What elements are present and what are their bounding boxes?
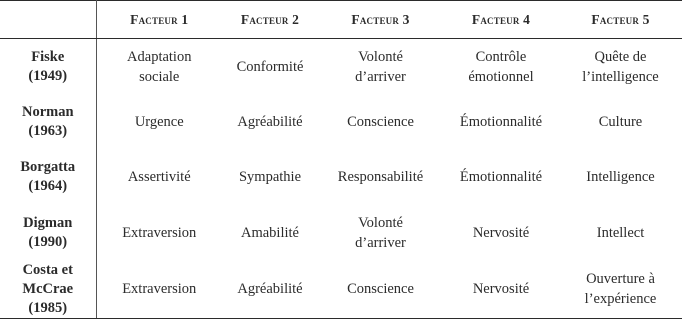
author-name: Fiske	[31, 48, 65, 65]
header-factor-4: Facteur 4	[443, 1, 559, 39]
factor-3-cell	[318, 205, 443, 261]
factor-3-cell	[318, 150, 443, 206]
author-cell	[0, 94, 96, 150]
author-year: (1964)	[28, 178, 68, 195]
cell-line: Émotionnalité	[459, 169, 543, 186]
cell-line: Intelligence	[586, 169, 655, 186]
cell-line: Agréabilité	[237, 281, 303, 297]
cell-line: d’arriver	[355, 234, 406, 251]
cell-line: Extraversion	[122, 224, 197, 241]
factor-4-cell	[443, 94, 559, 150]
cell-line: Sympathie	[238, 169, 302, 186]
cell-line: émotionnel	[468, 68, 534, 85]
author-name: Norman	[21, 103, 74, 120]
table-row	[0, 94, 682, 150]
cell-line: Quête de	[594, 48, 647, 65]
author-name: Digman	[23, 214, 73, 231]
factor-3-cell	[318, 39, 443, 95]
cell-line: Contrôle	[475, 48, 527, 65]
cell-line: Extraversion	[122, 281, 197, 297]
table-row	[0, 205, 682, 261]
cell-line: Volonté	[358, 214, 403, 231]
cell-line: Intellect	[596, 224, 645, 241]
cell-line: Urgence	[134, 113, 184, 130]
cell-line: Responsabilité	[337, 169, 424, 186]
cell-line: Amabilité	[241, 224, 299, 241]
cell-line: l’intelligence	[582, 68, 659, 85]
factor-4-cell	[443, 261, 559, 319]
author-year: (1949)	[28, 67, 68, 84]
cell-line: Émotionnalité	[459, 113, 543, 130]
factor-2-cell	[222, 39, 318, 95]
cell-line: sociale	[139, 68, 180, 85]
cell-line: d’arriver	[355, 68, 406, 85]
factor-5-cell	[559, 261, 682, 319]
author-cell	[0, 39, 96, 95]
factor-5-cell	[559, 205, 682, 261]
cell-line: Ouverture à	[586, 271, 655, 287]
author-cell	[0, 261, 96, 319]
cell-line: Volonté	[358, 48, 403, 65]
table-row	[0, 39, 682, 95]
factor-1-cell	[96, 261, 222, 319]
cell-line: Culture	[598, 113, 643, 130]
header-corner-cell	[0, 1, 96, 39]
factor-2-cell	[222, 94, 318, 150]
table-body	[0, 39, 682, 319]
factor-1-cell	[96, 205, 222, 261]
cell-line: Assertivité	[127, 169, 191, 186]
cell-line: Conscience	[347, 281, 414, 297]
cell-line: l’expérience	[584, 291, 657, 307]
cell-line: Adaptation	[127, 48, 192, 65]
table-row	[0, 150, 682, 206]
factor-2-cell	[222, 205, 318, 261]
factor-1-cell	[96, 39, 222, 95]
cell-line: Agréabilité	[237, 113, 303, 130]
factor-4-cell	[443, 150, 559, 206]
factor-1-cell	[96, 150, 222, 206]
cell-line: Nervosité	[472, 281, 530, 297]
factor-2-cell	[222, 261, 318, 319]
header-factor-3: Facteur 3	[318, 1, 443, 39]
author-name: McCrae	[22, 280, 74, 297]
author-cell	[0, 205, 96, 261]
factor-5-cell	[559, 94, 682, 150]
table-header	[0, 1, 682, 39]
author-name: Costa et	[22, 261, 73, 278]
factor-3-cell	[318, 94, 443, 150]
factor-5-cell	[559, 39, 682, 95]
cell-line: Conformité	[236, 58, 304, 75]
author-year: (1985)	[28, 299, 68, 316]
factor-1-cell	[96, 94, 222, 150]
author-year: (1990)	[28, 233, 68, 250]
factor-4-cell	[443, 39, 559, 95]
header-factor-1: Facteur 1	[96, 1, 222, 39]
header-row	[0, 1, 682, 39]
author-year: (1963)	[28, 122, 68, 139]
header-factor-2: Facteur 2	[222, 1, 318, 39]
table-row	[0, 261, 682, 319]
factor-5-cell	[559, 150, 682, 206]
factor-4-cell	[443, 205, 559, 261]
author-name: Borgatta	[20, 159, 76, 176]
author-cell	[0, 150, 96, 206]
cell-line: Conscience	[347, 113, 414, 130]
factor-2-cell	[222, 150, 318, 206]
cell-line: Nervosité	[472, 224, 530, 241]
factor-3-cell	[318, 261, 443, 319]
header-factor-5: Facteur 5	[559, 1, 682, 39]
